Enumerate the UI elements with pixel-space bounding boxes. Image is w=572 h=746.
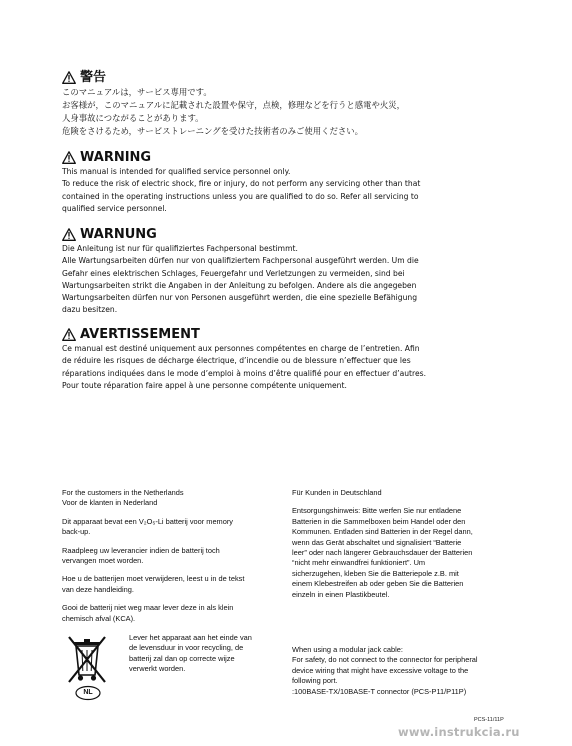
germany-notice (292, 488, 507, 600)
body-line: Ce manual est destiné uniquement aux personnes compétentes en charge de l’entretien. Afin (62, 344, 420, 353)
notice-line: verwerkt worden. (129, 664, 186, 674)
notice-line: einzeln in einen Plastikbeutel. (292, 589, 390, 599)
notice-line: chemisch afval (KCA). (62, 613, 136, 623)
recycle-notice (129, 633, 252, 675)
body-line: Wartungsarbeiten strikt die Angaben in der Anleitung zu befolgen. Andere als die angegeben (62, 280, 417, 290)
section-body (62, 166, 462, 215)
body-line: This manual is intended for qualified service personnel only. (62, 167, 291, 176)
notice-line: :100BASE-TX/10BASE-T connector (PCS-P11/P11P) (292, 686, 467, 696)
notice-line: leer” oder nach längerer Gebrauchsdauer der Batterien (292, 548, 473, 558)
body-line: de réduire les risques de décharge électrique, d’incendie ou de blessure n’effectuer que les (62, 356, 411, 366)
warning-triangle-icon (62, 328, 76, 341)
body-line: qualified service personnel. (62, 203, 167, 213)
body-line: Alle Wartungsarbeiten dürfen nur von qualifiziertem Fachpersonal ausgeführt werden. Um die (62, 256, 419, 266)
body-line: contained in the operating instructions unless you are qualified to do so. Refer all servicing to (62, 191, 419, 201)
notice-heading: Voor de klanten in Nederland (62, 498, 158, 508)
notice-line: following port. (292, 676, 338, 686)
section-title: 警告 (80, 69, 107, 85)
warning-triangle-icon (62, 151, 76, 164)
warning-section-en (62, 149, 462, 215)
section-heading (62, 69, 462, 85)
notice-line: Lever het apparaat aan het einde van (129, 633, 252, 642)
notice-line: vervangen moet worden. (62, 556, 144, 566)
notice-heading: For the customers in the Netherlands (62, 488, 184, 497)
notice-line: de levensduur in voor recycling, de (129, 643, 244, 653)
notice-line: device wiring that might have excessive voltage to the (292, 665, 469, 675)
modular-jack-notice (292, 645, 507, 697)
body-line: 危険をさけるため，サービストレーニングを受けた技術者のみご使用ください。 (62, 126, 363, 137)
warning-triangle-icon (62, 71, 76, 84)
notice-line: Gooi de batterij niet weg maar lever deze in als klein (62, 603, 234, 613)
section-title: WARNUNG (80, 226, 157, 242)
section-title: WARNING (80, 149, 152, 165)
section-heading (62, 226, 462, 242)
notice-line: wenn das Gerät abschaltet und signalisiert “Batterie (292, 537, 462, 547)
netherlands-notice (62, 488, 277, 624)
section-body (62, 86, 462, 138)
warning-section-ja (62, 69, 462, 138)
notice-line: Batterien in die Sammelboxen beim Handel oder den (292, 516, 466, 526)
notice-line: Hoe u de batterijen moet verwijderen, leest u in de tekst (62, 574, 245, 584)
notice-line: back-up. (62, 527, 91, 537)
notice-line: einem Klebestreifen ab oder geben Sie die Batterien (292, 579, 464, 589)
notice-heading: When using a modular jack cable: (292, 645, 403, 654)
notice-line: “nicht mehr einwandfrei funktioniert”. Um (292, 558, 426, 568)
document-code: PCS-11/11P (474, 717, 504, 723)
body-line: Gefahr eines elektrischen Schlages, Feuergefahr und Verletzungen zu vermeiden, sind bei (62, 268, 405, 278)
body-line: このマニュアルは，サービス専用です。 (62, 87, 212, 97)
section-heading (62, 149, 462, 165)
section-heading (62, 326, 462, 342)
body-line: Wartungsarbeiten dürfen nur von Personen ausgeführt werden, die eine spezielle Befähigung (62, 293, 418, 303)
notice-line: Dit apparaat bevat een V₂O₅-Li batterij voor memory (62, 516, 233, 526)
warning-section-de (62, 226, 462, 317)
section-body (62, 243, 462, 317)
body-line: 人身事故につながることがあります。 (62, 113, 204, 124)
notice-line: Raadpleeg uw leverancier indien de batterij toch (62, 545, 220, 555)
body-line: お客様が，このマニュアルに記載された設置や保守，点検，修理などを行うと感電や火災， (62, 100, 406, 111)
body-line: réparations indiquées dans le mode d’emploi à moins d’être qualifié pour en effectuer d’autres. (62, 368, 427, 378)
notice-line: batterij zal dan op correcte wijze (129, 653, 235, 663)
body-line: Pour toute réparation faire appel à une personne compétente uniquement. (62, 380, 347, 390)
body-line: dazu besitzen. (62, 305, 118, 315)
nl-mark: NL (83, 689, 93, 696)
body-line: To reduce the risk of electric shock, fire or injury, do not perform any servicing other than that (62, 179, 421, 189)
notice-line: Entsorgungshinweis: Bitte werfen Sie nur entladene (292, 506, 462, 516)
notice-line: Kommunen. Entladen sind Batterien in der Regel dann, (292, 527, 473, 537)
notice-line: For safety, do not connect to the connector for peripheral (292, 655, 478, 665)
warning-triangle-icon (62, 228, 76, 241)
notice-line: van deze handleiding. (62, 584, 134, 594)
notice-line: sicherzugehen, kleben Sie die Batteriepole z.B. mit (292, 568, 459, 578)
notice-heading: Für Kunden in Deutschland (292, 488, 382, 497)
warning-section-fr (62, 326, 462, 392)
section-title: AVERTISSEMENT (80, 326, 200, 342)
body-line: Die Anleitung ist nur für qualifiziertes Fachpersonal bestimmt. (62, 244, 298, 253)
section-body (62, 343, 462, 392)
watermark: www.instrukcia.ru (398, 725, 520, 739)
